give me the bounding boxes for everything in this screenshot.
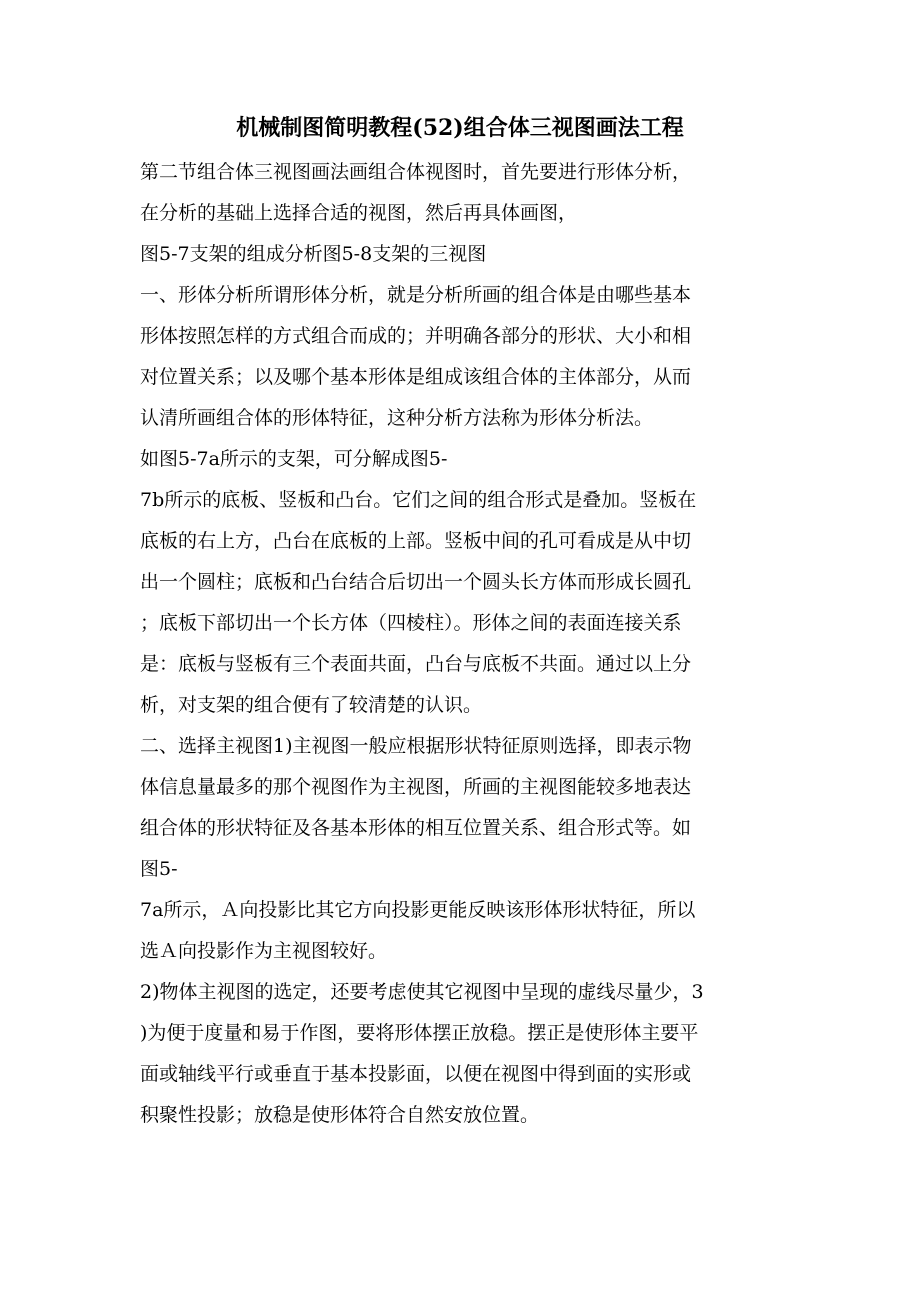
text-line: 对位置关系；以及哪个基本形体是组成该组合体的主体部分，从而 xyxy=(140,366,692,388)
text-line: 认清所画组合体的形体特征，这种分析方法称为形体分析法。 xyxy=(140,407,654,429)
text-line: )为便于度量和易于作图，要将形体摆正放稳。摆正是使形体主要平 xyxy=(140,1022,699,1044)
text-line: 在分析的基础上选择合适的视图，然后再具体画图， xyxy=(140,202,578,224)
text-line: 第二节组合体三视图画法画组合体视图时，首先要进行形体分析， xyxy=(140,161,692,183)
text-line: 析，对支架的组合便有了较清楚的认识。 xyxy=(140,694,483,716)
text-line: 7b所示的底板、竖板和凸台。它们之间的组合形式是叠加。竖板在 xyxy=(140,489,697,511)
text-line: 2)物体主视图的选定，还要考虑使其它视图中呈现的虚线尽量少，3 xyxy=(140,981,704,1003)
text-line: 组合体的形状特征及各基本形体的相互位置关系、组合形式等。如 xyxy=(140,817,692,839)
text-line: 选Ａ向投影作为主视图较好。 xyxy=(140,940,388,962)
text-line: ；底板下部切出一个长方体（四棱柱）。形体之间的表面连接关系 xyxy=(140,612,682,634)
text-line: 出一个圆柱；底板和凸台结合后切出一个圆头长方体而形成长圆孔 xyxy=(140,571,692,593)
text-line: 底板的右上方，凸台在底板的上部。竖板中间的孔可看成是从中切 xyxy=(140,530,692,552)
text-line: 一、形体分析所谓形体分析，就是分析所画的组合体是由哪些基本 xyxy=(140,284,692,306)
text-line: 体信息量最多的那个视图作为主视图，所画的主视图能较多地表达 xyxy=(140,776,692,798)
text-line: 积聚性投影；放稳是使形体符合自然安放位置。 xyxy=(140,1104,540,1126)
text-line: 二、选择主视图1)主视图一般应根据形状特征原则选择，即表示物 xyxy=(140,735,692,757)
text-line: 图5-7支架的组成分析图5-8支架的三视图 xyxy=(140,243,487,265)
text-line: 图5- xyxy=(140,858,178,880)
text-line: 如图5-7a所示的支架，可分解成图5- xyxy=(140,448,448,470)
document-page xyxy=(140,108,780,1136)
text-line: 面或轴线平行或垂直于基本投影面，以便在视图中得到面的实形或 xyxy=(140,1063,692,1085)
text-line: 形体按照怎样的方式组合而成的；并明确各部分的形状、大小和相 xyxy=(140,325,692,347)
text-line: 是：底板与竖板有三个表面共面，凸台与底板不共面。通过以上分 xyxy=(140,653,692,675)
text-line: 7a所示，Ａ向投影比其它方向投影更能反映该形体形状特征，所以 xyxy=(140,899,696,921)
document-title: 机械制图简明教程(52)组合体三视图画法工程 xyxy=(236,115,684,141)
